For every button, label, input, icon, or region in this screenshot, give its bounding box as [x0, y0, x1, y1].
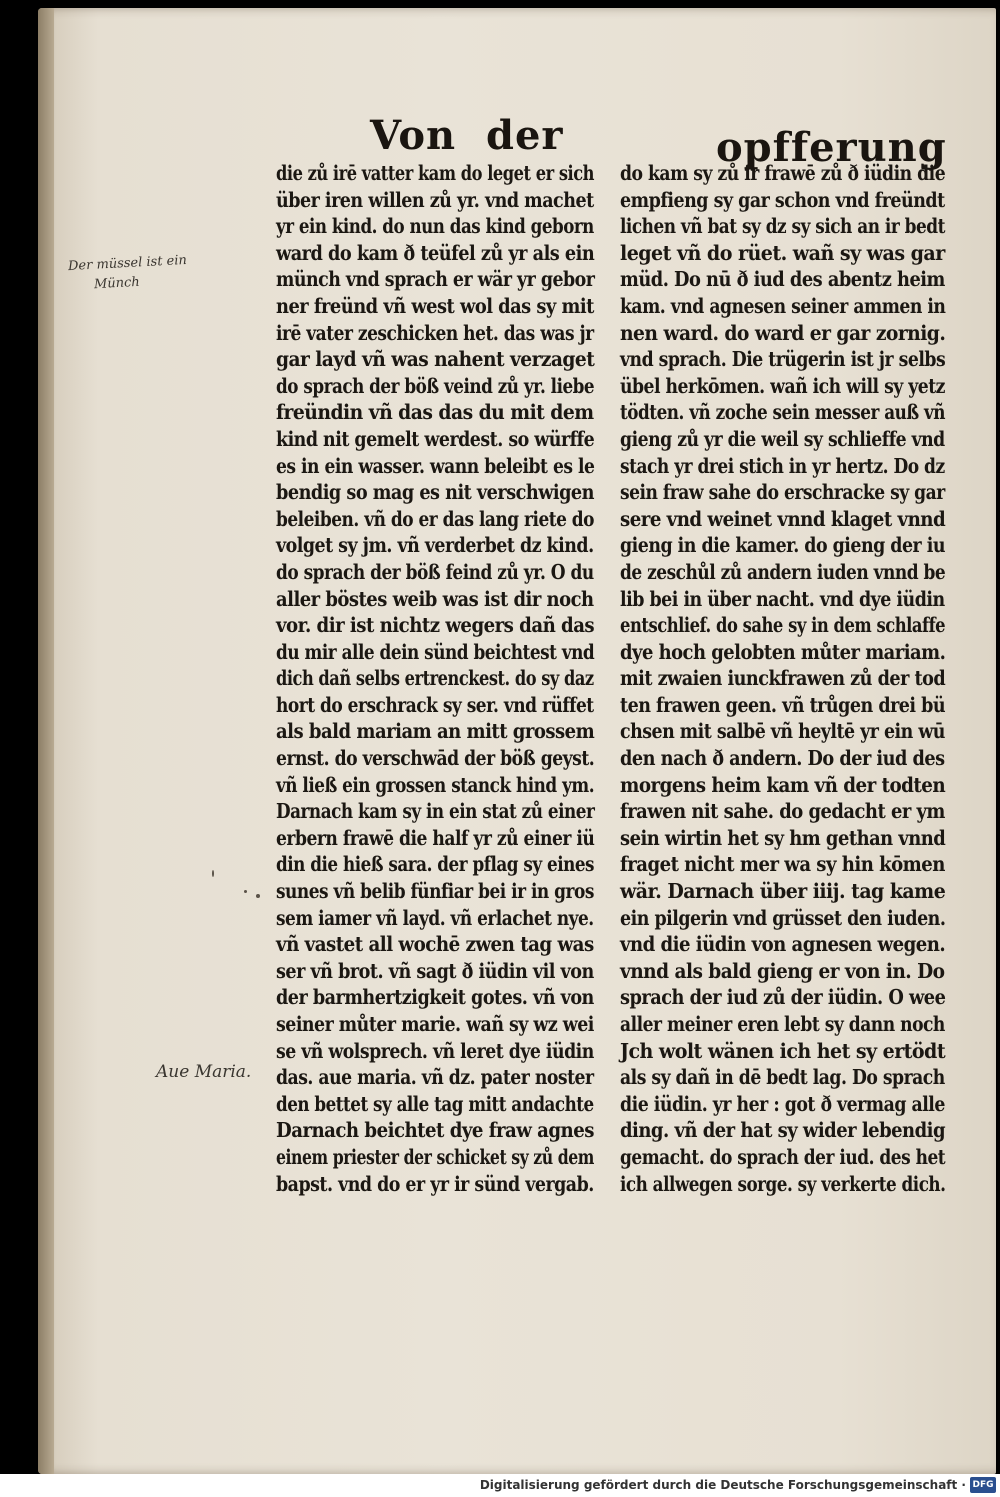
text-line: vnd die iüdin von agnesen wegen.: [620, 932, 946, 957]
text-line: vor. dir ist nichtz wegers dañ das: [276, 613, 595, 638]
text-line: gieng in die kamer. do gieng der iu: [620, 533, 945, 558]
text-line: Jch wolt wänen ich het sy ertödt: [620, 1038, 946, 1063]
text-line: bapst. vnd do er yr ir sünd vergab.: [276, 1171, 594, 1196]
text-line: de zeschůl zů andern iuden vnnd be: [620, 559, 946, 584]
text-line: ding. vñ der hat sy wider lebendig: [620, 1118, 946, 1143]
text-line: ser vñ brot. vñ sagt ð iüdin vil von: [276, 958, 594, 983]
text-line: seiner můter marie. wañ sy wz wei: [276, 1012, 594, 1036]
text-line: sein wirtin het sy hm gethan vnnd: [620, 825, 946, 850]
digitization-credit: Digitalisierung gefördert durch die Deutsche Forschungsgemeinschaft ·: [479, 1478, 966, 1492]
text-line: yr ein kind. do nun das kind geborn: [276, 214, 594, 239]
running-head-word-2: der: [486, 112, 564, 159]
text-line: din die hieß sara. der pflag sy eines: [276, 852, 595, 877]
text-line: lib bei in über nacht. vnd dye iüdin: [620, 586, 945, 611]
text-line: empfieng sy gar schon vnd freündt: [620, 187, 945, 212]
text-line: münch vnd sprach er wär yr gebor: [276, 267, 595, 292]
text-line: sunes vñ belib fünfiar bei ir in gros: [276, 879, 594, 904]
text-line: Darnach beichtet dye fraw agnes: [276, 1118, 594, 1143]
text-line: erbern frawē die half yr zů einer iü: [276, 825, 595, 850]
text-line: mit zwaien iunckfrawen zů der tod: [620, 666, 946, 691]
right-text-column: [620, 160, 945, 1197]
text-line: ich allwegen sorge. sy verkerte dich.: [620, 1171, 946, 1196]
text-line: beleiben. vñ do er das lang riete do: [276, 506, 595, 531]
text-line: die iüdin. yr her : got ð vermag alle: [620, 1091, 945, 1116]
footer-bar: [0, 1474, 1000, 1497]
text-line: sem iamer vñ layd. vñ erlachet nye.: [276, 905, 594, 930]
text-line: als sy dañ in dē bedt lag. Do sprach: [620, 1065, 945, 1090]
text-line: gieng zů yr die weil sy schlieffe vnd: [620, 426, 945, 451]
text-line: volget sy jm. vñ verderbet dz kind.: [276, 533, 594, 558]
text-line: aller meiner eren lebt sy dann noch: [620, 1012, 945, 1036]
text-line: frawen nit sahe. do gedacht er ym: [620, 799, 945, 824]
text-line: einem priester der schicket sy zů dem: [276, 1144, 594, 1169]
text-line: den nach ð andern. Do der iud des: [620, 746, 945, 771]
ink-speck: [256, 894, 260, 898]
text-line: sere vnd weinet vnnd klaget vnnd: [620, 506, 946, 531]
text-line: die zů irē vatter kam do leget er sich: [276, 161, 595, 185]
text-line: als bald mariam an mitt grossem: [276, 719, 595, 744]
text-line: fraget nicht mer wa sy hin kōmen: [620, 852, 945, 877]
text-line: bendig so mag es nit verschwigen: [276, 480, 594, 505]
text-line: wär. Darnach über iiij. tag kame: [620, 879, 946, 904]
text-line: vnnd als bald gieng er von in. Do: [620, 958, 945, 983]
text-line: kam. vnd agnesen seiner ammen in: [620, 293, 946, 318]
marginal-note-1-line-1: Der müssel ist ein: [67, 252, 188, 275]
text-line: ernst. do verschwād der böß geyst.: [276, 746, 595, 771]
text-line: irē vater zeschicken het. das was jr: [276, 320, 594, 345]
text-line: gar layd vñ was nahent verzaget: [276, 347, 595, 372]
text-line: ein pilgerin vnd grüsset den iuden.: [620, 905, 946, 930]
text-line: kind nit gemelt werdest. so würffe: [276, 426, 595, 451]
text-line: nen ward. do ward er gar zornig.: [620, 320, 946, 345]
text-line: sprach der iud zů der iüdin. O wee: [620, 985, 946, 1010]
left-text-column: [276, 160, 594, 1197]
text-line: vnd sprach. Die trügerin ist jr selbs: [620, 347, 946, 372]
text-line: aller böstes weib was ist dir noch: [276, 586, 594, 611]
text-line: das. aue maria. vñ dz. pater noster: [276, 1065, 594, 1090]
text-line: Darnach kam sy in ein stat zů einer: [276, 799, 595, 824]
text-line: vñ vastet all wochē zwen tag was: [276, 932, 594, 957]
text-line: morgens heim kam vñ der todten: [620, 772, 946, 797]
text-line: ten frawen geen. vñ trůgen drei bü: [620, 692, 946, 717]
marginal-note-1-line-2: Münch: [93, 274, 141, 293]
text-line: tödten. vñ zoche sein messer auß vñ: [620, 400, 946, 425]
text-line: dye hoch gelobten můter mariam.: [620, 639, 946, 664]
text-line: hort do erschrack sy ser. vnd rüffet: [276, 692, 594, 717]
text-line: übel herkōmen. wañ ich will sy yetz: [620, 373, 945, 398]
text-line: do kam sy zů ir frawē zů ð iüdin die: [620, 161, 946, 185]
text-line: ner freünd vñ west wol das sy mit: [276, 293, 594, 318]
text-line: müd. Do nū ð iud des abentz heim: [620, 267, 945, 292]
text-line: über iren willen zů yr. vnd machet: [276, 187, 594, 212]
text-line: se vñ wolsprech. vñ leret dye iüdin: [276, 1038, 594, 1063]
ink-speck: [212, 870, 214, 877]
text-line: entschlief. do sahe sy in dem schlaffe: [620, 613, 946, 638]
text-line: vñ ließ ein grossen stanck hind ym.: [276, 772, 595, 797]
ink-speck: [244, 890, 247, 893]
text-line: sein fraw sahe do erschracke sy gar: [620, 480, 945, 505]
marginal-note-2: Aue Maria.: [156, 1062, 252, 1082]
text-line: do sprach der böß feind zů yr. O du: [276, 559, 594, 584]
text-line: dich dañ selbs ertrenckest. do sy daz: [276, 666, 594, 691]
page-binding-edge: [38, 8, 54, 1474]
text-line: freündin vñ das das du mit dem: [276, 400, 594, 425]
text-line: du mir alle dein sünd beichtest vnd: [276, 639, 595, 664]
text-line: stach yr drei stich in yr hertz. Do dz: [620, 453, 945, 478]
text-line: der barmhertzigkeit gotes. vñ von: [276, 985, 594, 1010]
text-line: chsen mit salbē vñ heyltē yr ein wū: [620, 719, 945, 744]
text-line: lichen vñ bat sy dz sy sich an ir bedt: [620, 214, 945, 239]
text-line: gemacht. do sprach der iud. des het: [620, 1144, 946, 1169]
running-head-word-3: opfferung: [716, 124, 947, 171]
text-line: den bettet sy alle tag mitt andachte: [276, 1091, 594, 1116]
text-line: do sprach der böß veind zů yr. liebe: [276, 373, 595, 398]
text-line: leget vñ do rüet. wañ sy was gar: [620, 240, 945, 265]
text-line: ward do kam ð teüfel zů yr als ein: [276, 240, 595, 265]
running-head-word-1: Von: [370, 112, 457, 159]
dfg-logo: DFG: [970, 1477, 996, 1493]
text-line: es in ein wasser. wann beleibt es le: [276, 453, 595, 478]
